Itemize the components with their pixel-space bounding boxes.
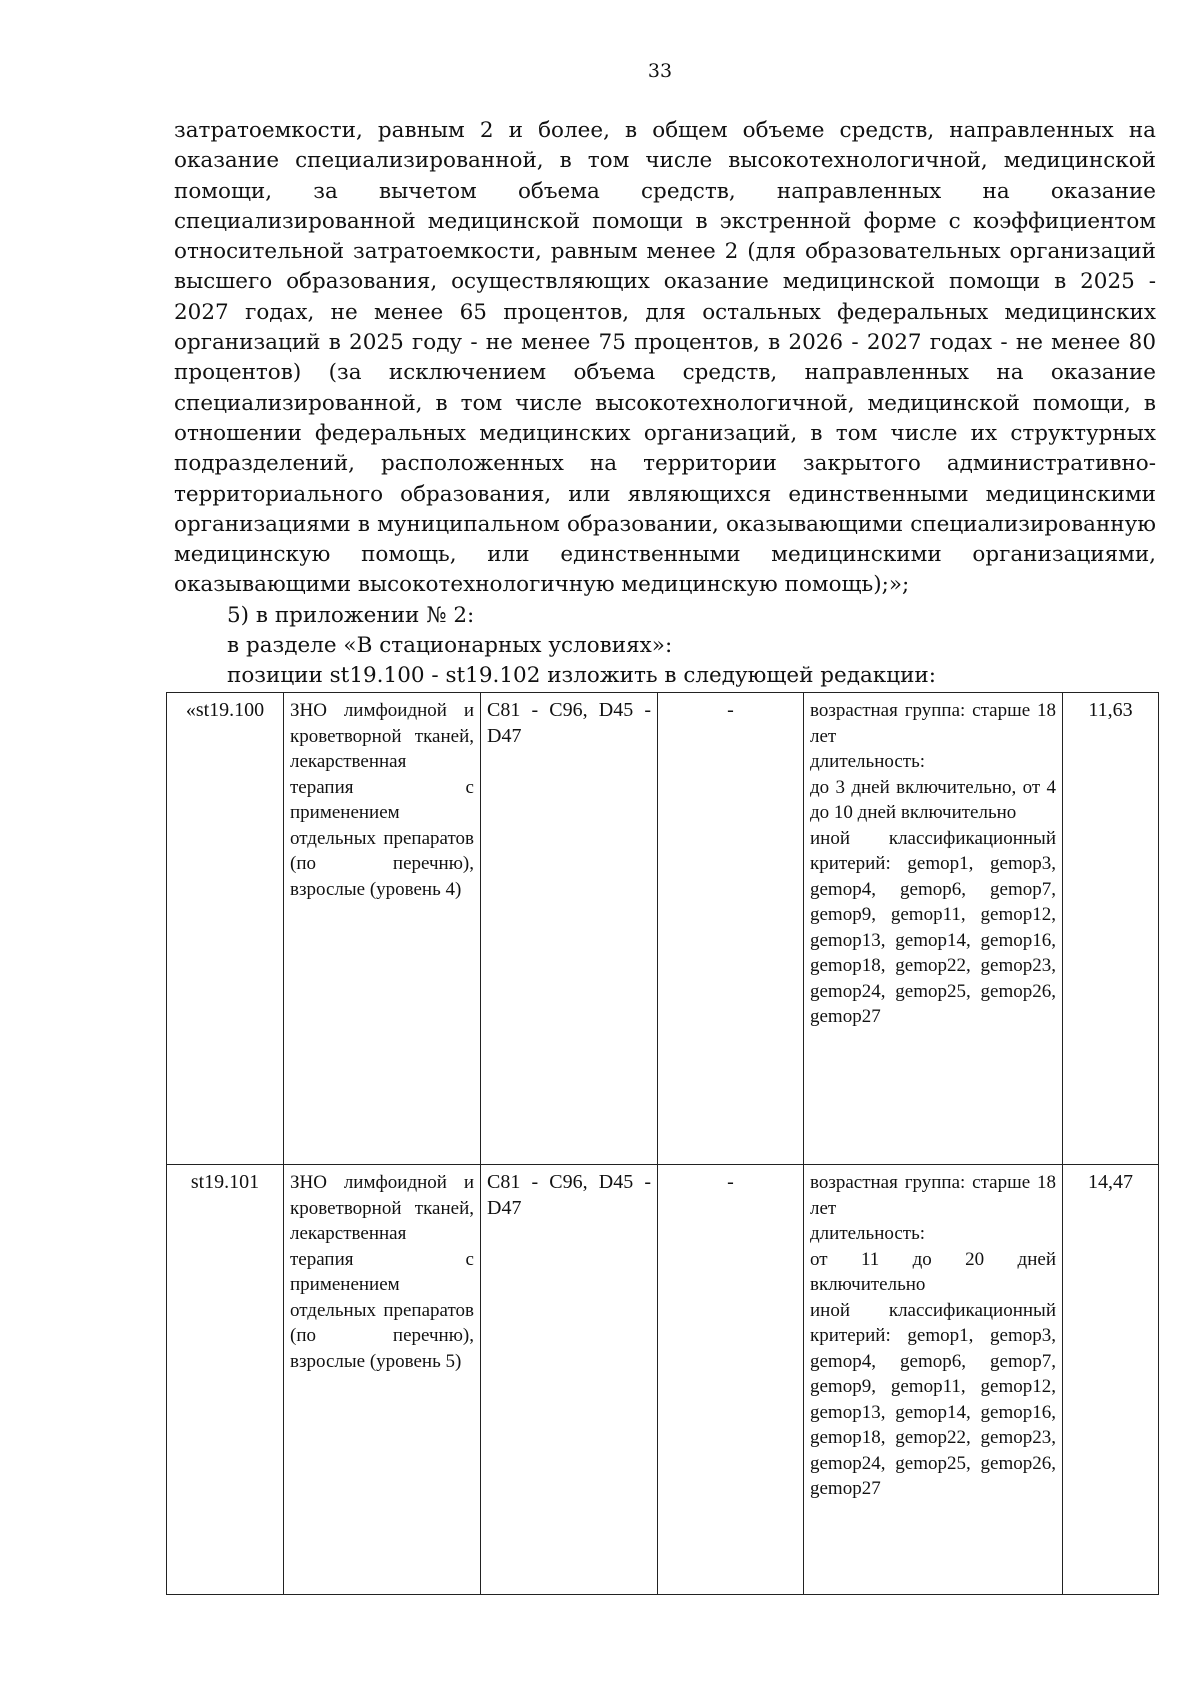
criteria-duration-value: от 11 до 20 дней включительно: [810, 1248, 1056, 1295]
criteria-duration-label: длительность:: [810, 1223, 926, 1244]
tariff-table: [166, 692, 1159, 1595]
body-text: [174, 116, 1156, 692]
mkb-codes-cell: C81 - C96, D45 - D47: [481, 1165, 658, 1595]
coefficient-cell: 14,47: [1063, 1165, 1159, 1595]
criteria-other: иной классификационный критерий: gemop1, gemop3, gemop4, gemop6, gemop7, gemop9, gemop11, gemop12, gemop13, gemop14, gemop16, gemop18, gemop22, gemop23, gemop24, gemop25, gemop26, gemop27: [810, 827, 1056, 1027]
position-code-cell: «st19.100: [167, 693, 284, 1165]
mkb-codes-cell: C81 - C96, D45 - D47: [481, 693, 658, 1165]
page-number: 33: [647, 60, 673, 82]
service-code-cell: -: [658, 693, 804, 1165]
position-name-cell: ЗНО лимфоидной и кроветворной тканей, лекарственная терапия с применением отдельных препаратов (по перечню), взрослые (уровень 4): [284, 693, 481, 1165]
section-line: в разделе «В стационарных условиях»:: [227, 633, 673, 659]
criteria-duration-value: до 3 дней включительно, от 4 до 10 дней включительно: [810, 776, 1056, 823]
criteria-duration-label: длительность:: [810, 751, 926, 772]
table-row: [167, 1165, 1159, 1595]
criteria-other: иной классификационный критерий: gemop1, gemop3, gemop4, gemop6, gemop7, gemop9, gemop11, gemop12, gemop13, gemop14, gemop16, gemop18, gemop22, gemop23, gemop24, gemop25, gemop26, gemop27: [810, 1299, 1056, 1499]
intro-paragraph: затратоемкости, равным 2 и более, в общем объеме средств, направленных на оказание специализированной, в том числе высокотехнологичной, медицинской помощи, за вычетом объема средств, направленных на оказание специализированной медицинской помощи в экстренной форме с коэффициентом относительной затратоемкости, равным менее 2 (для образовательных организаций высшего образования, осуществляющих оказание медицинской помощи в 2025 - 2027 годах, не менее 65 процентов, для остальных федеральных медицинских организаций в 2025 году - не менее 75 процентов, в 2026 - 2027 годах - не менее 80 процентов) (за исключением объема средств, направленных на оказание специализированной, в том числе высокотехнологичной, медицинской помощи, в отношении федеральных медицинских организаций, в том числе их структурных подразделений, расположенных на территории закрытого административно-территориального образования, или являющихся единственными медицинскими организациями в муниципальном образовании, оказывающими специализированную медицинскую помощь, или единственными медицинскими организациями, оказывающими высокотехнологичную медицинскую помощь);»;: [174, 118, 1156, 598]
criteria-age: возрастная группа: старше 18 лет: [810, 1172, 1056, 1219]
position-name-cell: ЗНО лимфоидной и кроветворной тканей, лекарственная терапия с применением отдельных препаратов (по перечню), взрослые (уровень 5): [284, 1165, 481, 1595]
coefficient-cell: 11,63: [1063, 693, 1159, 1165]
positions-line: позиции st19.100 - st19.102 изложить в следующей редакции:: [227, 663, 936, 689]
item-5-line: 5) в приложении № 2:: [227, 602, 475, 628]
criteria-age: возрастная группа: старше 18 лет: [810, 700, 1056, 747]
position-code-cell: st19.101: [167, 1165, 284, 1595]
criteria-cell: [804, 1165, 1063, 1595]
criteria-cell: [804, 693, 1063, 1165]
service-code-cell: -: [658, 1165, 804, 1595]
table-row: [167, 693, 1159, 1165]
